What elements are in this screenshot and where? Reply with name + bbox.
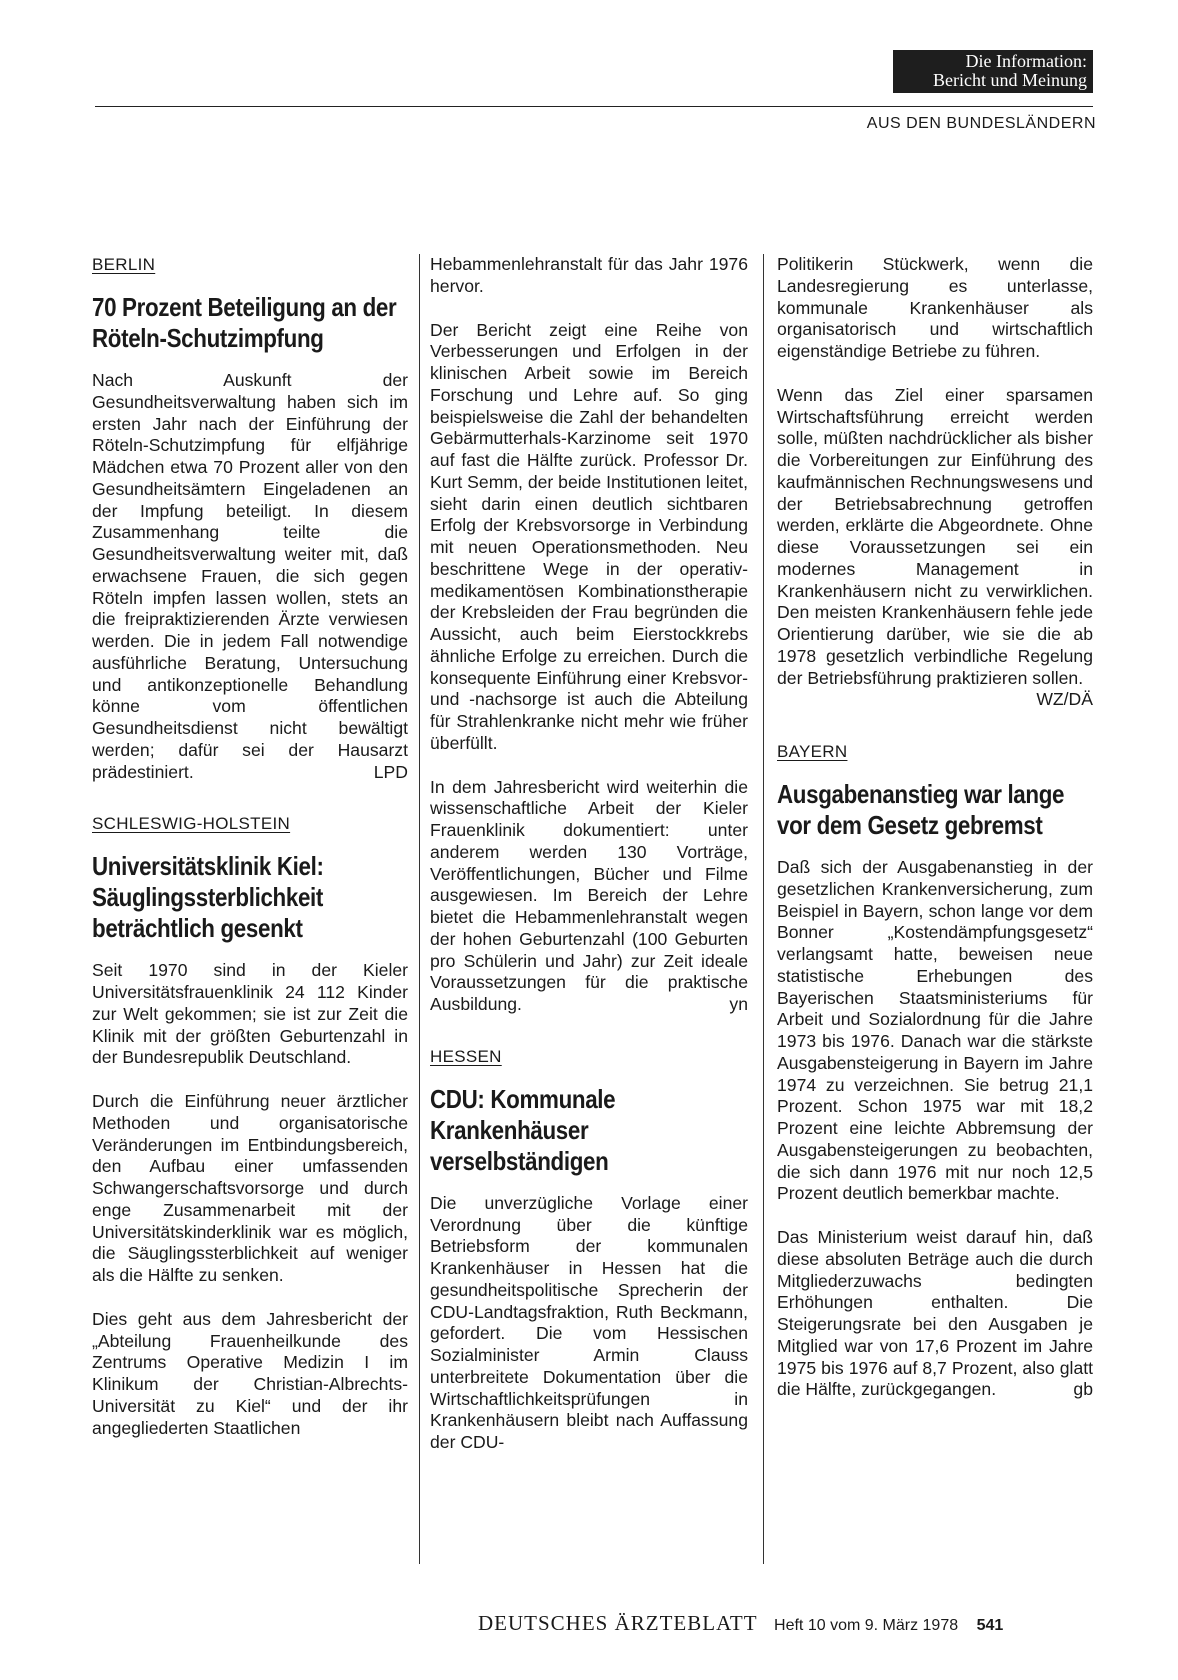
- header-rule: [95, 106, 1093, 107]
- article-hessen-p1: Die unverzügliche Vorlage einer Verordnung über die künftige Betriebsform der kommunalen Krankenhäuser in Hessen hat die gesundheitspolitische Sprecherin der CDU-Landtagsfraktion, Ruth Beckmann, gefordert. Die vom Hessischen Sozialminister Armin Clauss unterbreitete Dokumentation über die Wirtschaftlichkeitsprüfungen in Krankenhäusern bleibt nach Auffassung der CDU-: [430, 1192, 748, 1452]
- badge-line-1: Die Information:: [965, 51, 1087, 71]
- article-hessen-p2: Politikerin Stückwerk, wenn die Landesregierung es unterlasse, kommunale Krankenhäuser als organisatorisch und wirtschaftlich eigenständige Betriebe zu führen.: [777, 254, 1093, 361]
- region-label-hessen: HESSEN: [430, 1046, 502, 1066]
- column-divider-2: [763, 254, 764, 1564]
- column-2: [430, 254, 748, 1454]
- article-kiel-p6: In dem Jahresbericht wird weiterhin die wissenschaftliche Arbeit der Kieler Frauenklinik dokumentiert: unter anderem werden 130 Vorträge, Veröffentlichungen, Bücher und Filme ausgewiesen. Im Bereich der Lehre bietet die Hebammenlehranstalt wegen der hohen Geburtenzahl (100 Geburten pro Schülerin und Jahr) zur Zeit ideale Voraussetzungen für die praktische Ausbildung. yn: [430, 776, 748, 1014]
- headline-bayern: Ausgabenanstieg war lange vor dem Gesetz gebremst: [777, 779, 1065, 840]
- article-bayern-p1: Daß sich der Ausgabenanstieg in der gesetzlichen Krankenversicherung, zum Beispiel in Bayern, schon lange vor dem Bonner „Kostendämpfungsgesetz“ verlangsamt hatte, beweisen neue statistische Erhebungen des Bayerischen Staatsministeriums für Arbeit und Sozialordnung für die Jahre 1973 bis 1976. Danach war die stärkste Ausgabensteigerung in Bayern im Jahre 1974 zu verzeichnen. Sie betrug 21,1 Prozent. Schon 1975 war mit 18,2 Prozent eine leichte Abbremsung der Ausgabensteigerungen zu beobachten, die sich dann 1976 mit nur noch 12,5 Prozent deutlich bemerkbar machte.: [777, 857, 1093, 1204]
- article-kiel-p4: Hebammenlehranstalt für das Jahr 1976 hervor.: [430, 254, 748, 296]
- signature-wz-dae: WZ/DÄ: [1036, 689, 1093, 710]
- article-bayern-p2: Das Ministerium weist darauf hin, daß diese absoluten Beträge auch die durch Mitgliederzuwachs bedingten Erhöhungen enthalten. Die Steigerungsrate bei den Ausgaben je Mitglied war von 17,6 Prozent im Jahre 1975 bis 1976 auf 8,7 Prozent, also glatt die Hälfte, zurückgegangen. gb: [777, 1227, 1093, 1400]
- page-footer: [478, 1611, 1003, 1636]
- headline-berlin: 70 Prozent Beteiligung an der Röteln-Schutzimpfung: [92, 292, 397, 353]
- article-hessen-p3: Wenn das Ziel einer sparsamen Wirtschaftsführung erreicht werden solle, müßten nachdrücklicher als bisher die Vorbereitungen zur Einführung des kaufmännischen Rechnungswesens und der Betriebsabrechnung getroffen werden, erklärte die Abgeordnete. Ohne diese Voraussetzungen sei ein modernes Management in Krankenhäusern nicht zu verwirklichen. Den meisten Krankenhäusern fehle jede Orientierung darüber, wie sie die ab 1978 gesetzlich verbindliche Regelung der Betriebsführung praktizieren sollen. WZ/DÄ: [777, 384, 1093, 710]
- signature-gb: gb: [1073, 1379, 1093, 1400]
- issue-info: Heft 10 vom 9. März 1978: [774, 1617, 959, 1634]
- page-number: 541: [976, 1617, 1004, 1634]
- region-label-berlin: BERLIN: [92, 255, 156, 274]
- article-kiel-p1: Seit 1970 sind in der Kieler Universitätsfrauenklinik 24 112 Kinder zur Welt gekommen; sie ist zur Zeit die Klinik mit der größten Geburtenzahl in der Bundesrepublik Deutschland.: [92, 960, 408, 1068]
- article-kiel-p2: Durch die Einführung neuer ärztlicher Methoden und organisatorische Veränderungen im Entbindungsbereich, den Aufbau einer umfassenden Schwangerschaftsvorsorge und durch enge Zusammenarbeit mit der Universitätskinderklinik war es möglich, die Säuglingssterblichkeit auf weniger als die Hälfte zu senken.: [92, 1091, 408, 1285]
- headline-kiel: Universitätsklinik Kiel: Säuglingssterblichkeit beträchtlich gesenkt: [92, 851, 324, 944]
- column-3: [777, 254, 1093, 1401]
- journal-name: DEUTSCHES ÄRZTEBLATT: [478, 1611, 758, 1635]
- badge-line-2: Bericht und Meinung: [933, 70, 1087, 90]
- article-berlin-text: Nach Auskunft der Gesundheitsverwaltung haben sich im ersten Jahr nach der Einführung der Röteln-Schutzimpfung für elfjährige Mädchen etwa 70 Prozent aller von den Gesundheitsämtern Eingeladenen an der Impfung beteiligt. In diesem Zusammenhang teilte die Gesundheitsverwaltung weiter mit, daß erwachsene Frauen, die sich gegen Röteln impfen lassen wollen, stets an die freipraktizierenden Ärzte verwiesen werden. Die in jedem Fall notwendige ausführliche Beratung, Untersuchung und antikonzeptionelle Behandlung könne vom öffentlichen Gesundheitsdienst nicht bewältigt werden; dafür sei der Hausarzt prädestiniert. LPD: [92, 370, 408, 782]
- section-label: AUS DEN BUNDESLÄNDERN: [866, 115, 1096, 132]
- article-kiel-p5: Der Bericht zeigt eine Reihe von Verbesserungen und Erfolgen in der klinischen Arbeit sowie im Bereich Forschung und Lehre auf. So ging beispielsweise die Zahl der behandelten Gebärmutterhals-Karzinome seit 1970 auf fast die Hälfte zurück. Professor Dr. Kurt Semm, der beide Institutionen leitet, sieht darin einen deutlich sichtbaren Erfolg der Krebsvorsorge in Verbindung mit neuen Operationsmethoden. Neu beschrittene Wege in der operativ-medikamentösen Kombinationstherapie der Krebsleiden der Frau begründen die Aussicht, auch beim Eierstockkrebs ähnliche Erfolge zu erreichen. Durch die konsequente Einführung einer Krebsvor- und -nachsorge ist auch die Abteilung für Strahlenkranke nicht mehr wie früher überfüllt.: [430, 319, 748, 753]
- column-1: [92, 254, 408, 1439]
- section-badge: [893, 50, 1093, 93]
- signature-yn: yn: [729, 994, 748, 1014]
- signature-lpd: LPD: [373, 761, 408, 782]
- region-label-bayern: BAYERN: [777, 742, 848, 761]
- headline-hessen: CDU: Kommunale Krankenhäuser verselbständigen: [430, 1083, 616, 1176]
- article-kiel-p3: Dies geht aus dem Jahresbericht der „Abteilung Frauenheilkunde des Zentrums Operative Medizin I im Klinikum der Christian-Albrechts-Universität zu Kiel“ und der ihr angegliederten Staatlichen: [92, 1308, 408, 1438]
- region-label-schleswig-holstein: SCHLESWIG-HOLSTEIN: [92, 814, 291, 834]
- column-divider-1: [419, 254, 420, 1564]
